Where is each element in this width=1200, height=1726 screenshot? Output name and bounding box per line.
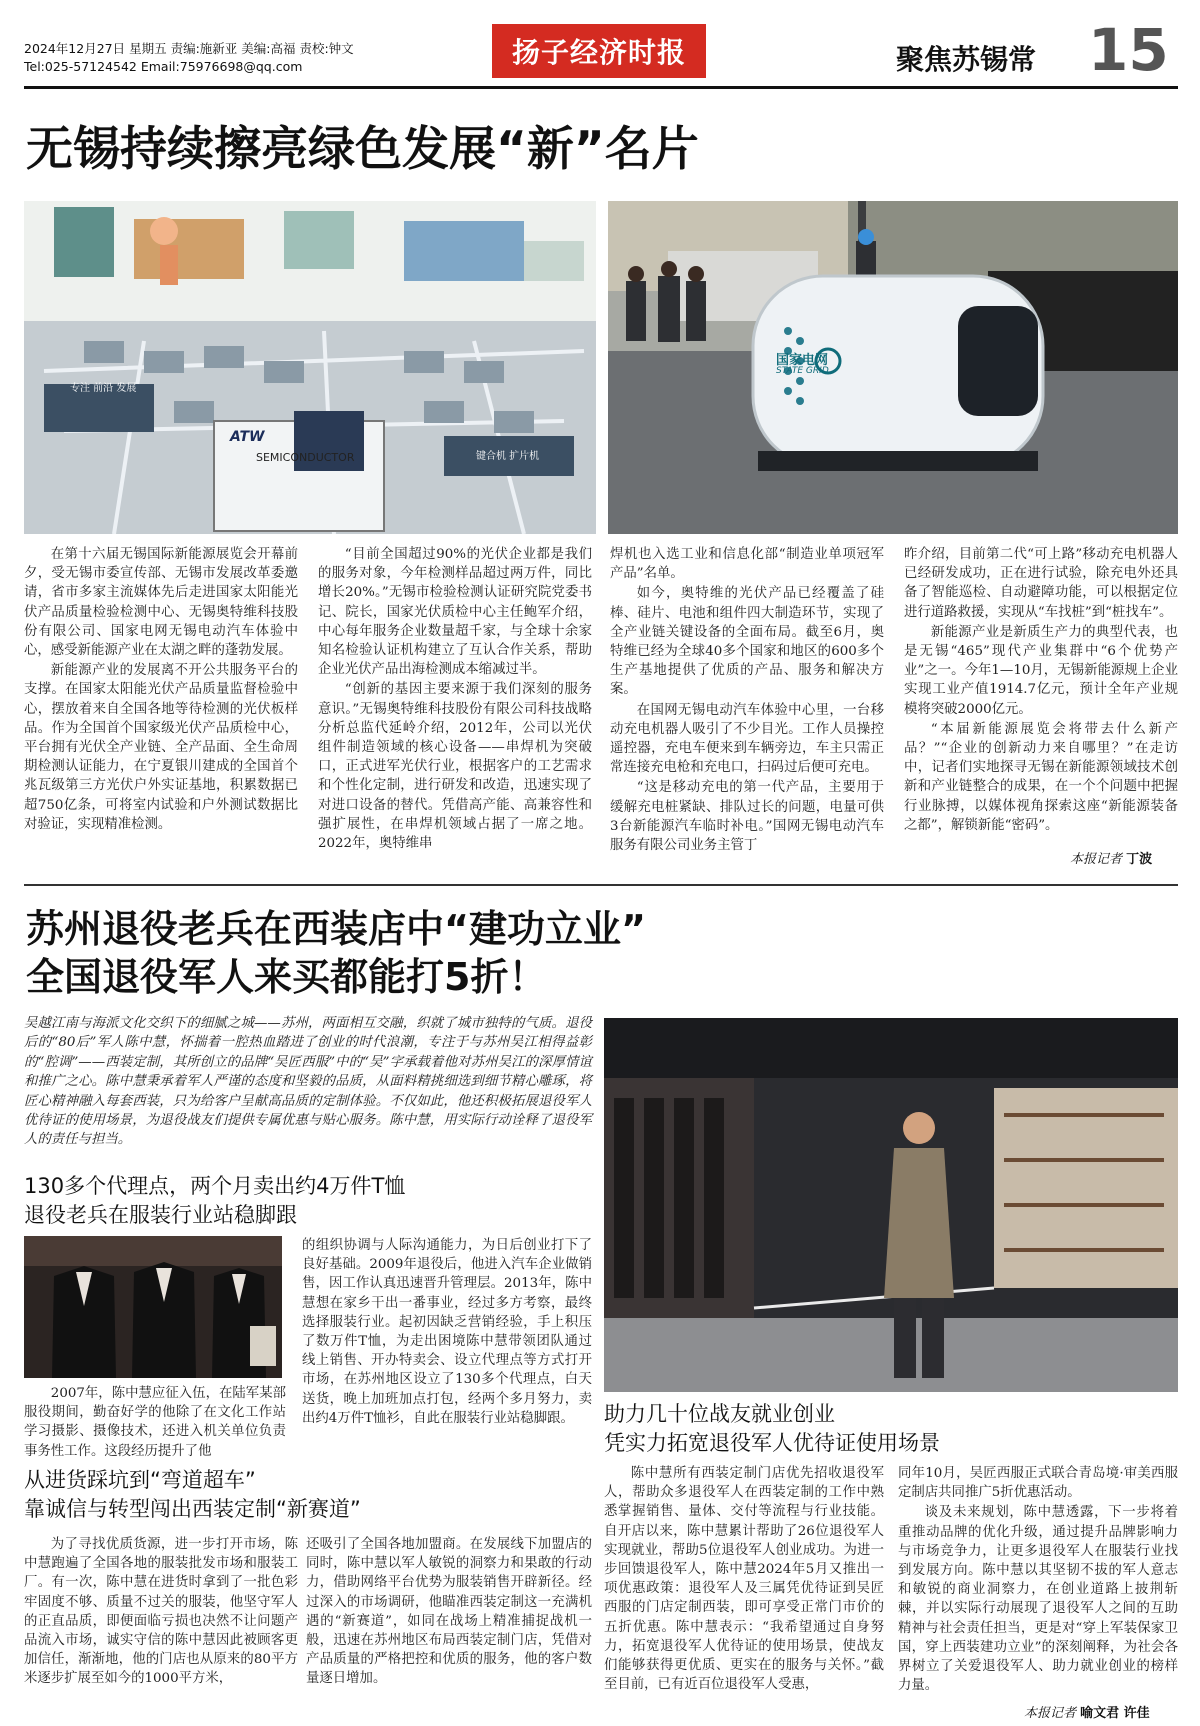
article1-col3-p1: 焊机也入选工业和信息化部“制造业单项冠军产品”名单。 xyxy=(610,547,884,582)
article1-col2-p2: “创新的基因主要来源于我们深刻的服务意识。”无锡奥特维科技股份有限公司科技战略分析总监代延岭介绍，2012年，公司以光伏组件制造领域的核心设备——串焊机为突破口，正式进军光伏行业，根据客户的工艺需求和个性化定制，进行研发和改造，迅速实现了对进口设备的替代。凭借高产能、高兼容性和强扩展性，在串焊机领域占据了一席之地。2022年，奥特维串 xyxy=(318,682,592,852)
article1-col4-p2: 新能源产业是新质生产力的典型代表，也是无锡“465”现代产业集群中“6个优势产业”之一。今年1—10月，无锡新能源规上企业实现工业产值1914.7亿元，预计全年产业规模将突破2000亿元。 xyxy=(904,624,1178,717)
photo1-logo-text: ATW xyxy=(230,429,265,445)
article1-byline-name: 丁波 xyxy=(1126,852,1153,867)
sub3-column-1 xyxy=(604,1464,884,1695)
article1-headline: 无锡持续擦亮绿色发展“新”名片 xyxy=(26,122,699,177)
masthead-logo: 扬子经济时报 xyxy=(492,24,706,78)
sub2-heading-line2: 靠诚信与转型闯出西装定制“新赛道” xyxy=(24,1497,361,1521)
article2-headline-line1: 苏州退役老兵在西装店中“建功立业” xyxy=(26,907,646,951)
article1-byline xyxy=(1070,848,1152,867)
article2-headline-line2: 全国退役军人来买都能打5折！ xyxy=(26,955,547,999)
article1-col3-p4: “这是移动充电的第一代产品，主要用于缓解充电桩紧缺、排队过长的问题，电量可供3台新能源汽车临时补电。”国网无锡电动汽车服务有限公司业务主管丁 xyxy=(610,780,884,854)
section-title: 聚焦苏锡常 xyxy=(896,43,1037,76)
sub1-right-paragraph: 的组织协调与人际沟通能力，为日后创业打下了良好基础。2009年退役后，他进入汽车企业做销售，因工作认真迅速晋升管理层。2013年，陈中慧想在家乡干出一番事业，经过多方考察，最终选择服装行业。起初因缺乏营销经验，手上积压了数万件T恤，为走出困境陈中慧带领团队通过线上销售、开办特卖会、设立代理点等方式打开市场，在苏州地区设立了130多个代理点，白天送货，晚上加班加点打包，经两个多月努力，卖出约4万件T恤衫，自此在服装行业站稳脚跟。 xyxy=(302,1238,592,1426)
sub2-column-2 xyxy=(306,1535,592,1690)
article1-column-1 xyxy=(24,545,298,835)
article1-col3-p2: 如今，奥特维的光伏产品已经覆盖了硅棒、硅片、电池和组件四大制造环节，实现了全产业链关键设备的全面布局。截至6月，奥特维已经为全球40多个国家和地区的600多个生产基地提供了优质的产品、服务和解决方案。 xyxy=(610,586,884,698)
article1-column-4 xyxy=(904,545,1178,836)
sub1-caption-paragraph: 2007年，陈中慧应征入伍，在陆军某部服役期间，勤奋好学的他除了在文化工作站学习摄影、摄像技术，还进入机关单位负责事务性工作。这段经历提升了他 xyxy=(24,1386,286,1459)
sub3-heading-line2: 凭实力拓宽退役军人优待证使用场景 xyxy=(604,1431,940,1455)
article1-photo-exhibition xyxy=(24,201,596,534)
sub1-right-text xyxy=(302,1236,592,1429)
sub1-heading-line2: 退役老兵在服装行业站稳脚跟 xyxy=(24,1203,297,1227)
article1-col4-p3: “本届新能源展览会将带去什么新产品？”“企业的创新动力来自哪里？”在走访中，记者们实地探寻无锡在新能源领域技术创新和产业链整合的成果，在一个个问题中把握行业脉搏，以媒体视角探索这座“新能源装备之都”，解锁新能“密码”。 xyxy=(904,721,1178,833)
sub2-column-1 xyxy=(24,1535,298,1690)
article1-col1-p2: 新能源产业的发展离不开公共服务平台的支撑。在国家太阳能光伏产品质量监督检验中心，摆放着来自全国各地等待检测的光伏板样品。作为全国首个国家级光伏产品质检中心，平台拥有光伏全产业链、全产品面、全生命周期检测认证能力，在宁夏银川建成的全国首个兆瓦级第三方光伏户外实证基地，积累数据已超750亿条，可将室内试验和户外测试数据比对验证，实现精准检测。 xyxy=(24,663,298,832)
article1-photo-charging-robot xyxy=(608,201,1178,534)
article1-column-2 xyxy=(318,545,592,854)
photo2-brand-cn: 国家电网 xyxy=(776,353,829,368)
article-divider xyxy=(24,884,1178,886)
article2-byline-label: 本报记者 xyxy=(1024,1706,1077,1721)
article1-byline-label: 本报记者 xyxy=(1070,852,1123,867)
sub1-caption-text xyxy=(24,1384,286,1462)
header-rule xyxy=(24,86,1178,89)
header-contact: Tel:025-57124542 Email:75976698@qq.com xyxy=(24,59,303,74)
article1-col1-p1: 在第十六届无锡国际新能源展览会开幕前夕，受无锡市委宣传部、无锡市发展改革委邀请，省市多家主流媒体先后走进国家太阳能光伏产品质量检验检测中心、无锡奥特维科技股份有限公司、国家电网无锡电动汽车体验中心，感受新能源产业在太湖之畔的蓬勃发展。 xyxy=(24,547,298,659)
page-number: 15 xyxy=(1088,16,1169,84)
sub3-heading-line1: 助力几十位战友就业创业 xyxy=(604,1402,835,1426)
article2-photo-suits xyxy=(24,1236,282,1378)
sub1-heading-line1: 130多个代理点，两个月卖出约4万件T恤 xyxy=(24,1174,406,1198)
header-date-editors: 2024年12月27日 星期五 责编:施新亚 美编:高福 责校:钟文 xyxy=(24,41,354,56)
photo1-box-right-label: 键合机 扩片机 xyxy=(476,451,540,462)
sub2-col2-paragraph: 还吸引了全国各地加盟商。在发展线下加盟店的同时，陈中慧以军人敏锐的洞察力和果敢的行动力，借助网络平台优势为服装销售开辟新径。经过深入的市场调研，他瞄准西装定制这一充满机遇的“新赛道”，如同在战场上精准捕捉战机一般，迅速在苏州地区布局西装定制门店，凭借对产品质量的严格把控和优质的服务，他的客户数量逐日增加。 xyxy=(306,1537,592,1687)
article1-col4-p1: 昨介绍，目前第二代“可上路”移动充电机器人已经研发成功，正在进行试验，除充电外还具备了智能巡检、自动避障功能，可以根据定位进行道路救援，实现从“车找桩”到“桩找车”。 xyxy=(904,547,1178,620)
article1-col2-p1: “目前全国超过90%的光伏企业都是我们的服务对象，今年检测样品超过两万件，同比增长20%。”无锡市检验检测认证研究院党委书记、院长，国家光伏质检中心主任鲍军介绍，中心每年服务企业数量超千家，与全球十余家知名检验认证机构建立了互认合作关系，帮助企业光伏产品出海检测成本缩减过半。 xyxy=(318,547,592,678)
photo2-brand-en: STATE GRID xyxy=(776,366,829,376)
article1-col3-p3: 在国网无锡电动汽车体验中心里，一台移动充电机器人吸引了不少目光。工作人员操控遥控器，充电车便来到车辆旁边，车主只需正常连接充电枪和充电口，扫码过后便可充电。 xyxy=(610,702,884,776)
photo1-sign-text: SEMICONDUCTOR xyxy=(256,451,355,464)
article2-byline xyxy=(1024,1702,1150,1721)
sub2-col1-paragraph: 为了寻找优质货源，进一步打开市场，陈中慧跑遍了全国各地的服装批发市场和服装工厂。有一次，陈中慧在进货时拿到了一批色彩牢固度不够、质量不过关的服装，他坚守军人的正直品质，即便面临亏损也决然不让问题产品流入市场，诚实守信的陈中慧因此被顾客更加信任，渐渐地，他的门店也从原来的80平方米逐步扩展至如今的1000平方米， xyxy=(24,1537,298,1687)
sub3-column-2 xyxy=(898,1464,1178,1696)
sub3-col1-paragraph: 陈中慧所有西装定制门店优先招收退役军人，帮助众多退役军人在西装定制的工作中熟悉掌握销售、量体、交付等流程与行业技能。自开店以来，陈中慧累计帮助了26位退役军人实现就业，帮助5位退役军人创业成功。为进一步回馈退役军人，陈中慧2024年5月又推出一项优惠政策：退役军人及三属凭优待证到吴匠西服的门店定制西装，即可享受正常门市价的五折优惠。陈中慧表示：“我希望通过自身努力，拓宽退役军人优待证的使用场景，使战友们能够获得更优质、更实在的服务与关怀。”截至目前，已有近百位退役军人受惠， xyxy=(604,1466,884,1693)
sub3-col2b-paragraph: 谈及未来规划，陈中慧透露，下一步将着重推动品牌的优化升级，通过提升品牌影响力与市场竞争力，让更多退役军人在服装行业找到发展方向。陈中慧以其坚韧不拔的军人意志和敏锐的商业洞察力，在创业道路上披荆斩棘，并以实际行动展现了退役军人之间的互助精神与社会责任担当，更是对“穿上军装保家卫国，穿上西装建功立业”的深刻阐释，为社会各界树立了关爱退役军人、助力就业创业的榜样力量。 xyxy=(898,1505,1178,1694)
article2-lead: 吴越江南与海派文化交织下的细腻之城——苏州，两面相互交融，织就了城市独特的气质。退役后的“80后”军人陈中慧，怀揣着一腔热血踏进了创业的时代浪潮，专注于与苏州吴江相得益彰的“腔调”——西装定制，其所创立的品牌“吴匠西服”中的“吴”字承载着他对苏州吴江的深厚情谊和推广之心。陈中慧秉承着军人严谨的态度和坚毅的品质，从面料精挑细选到细节精心雕琢，将匠心精神融入每套西装，只为给客户呈献高品质的定制体验。不仅如此，他还积极拓展退役军人优待证的使用场景，为退役战友们提供专属优惠与贴心服务。陈中慧，用实际行动诠释了退役军人的责任与担当。 xyxy=(24,1016,592,1148)
article1-column-3 xyxy=(610,545,884,856)
photo1-box-left-label: 专注 前沿 发展 xyxy=(70,383,137,394)
sub3-col2-paragraph: 同年10月，吴匠西服正式联合青岛境·审美西服定制店共同推广5折优惠活动。 xyxy=(898,1466,1178,1501)
article2-byline-names: 喻文君 许佳 xyxy=(1080,1706,1150,1721)
sub2-heading-line1: 从进货踩坑到“弯道超车” xyxy=(24,1468,256,1492)
article2-photo-store xyxy=(604,1018,1178,1392)
